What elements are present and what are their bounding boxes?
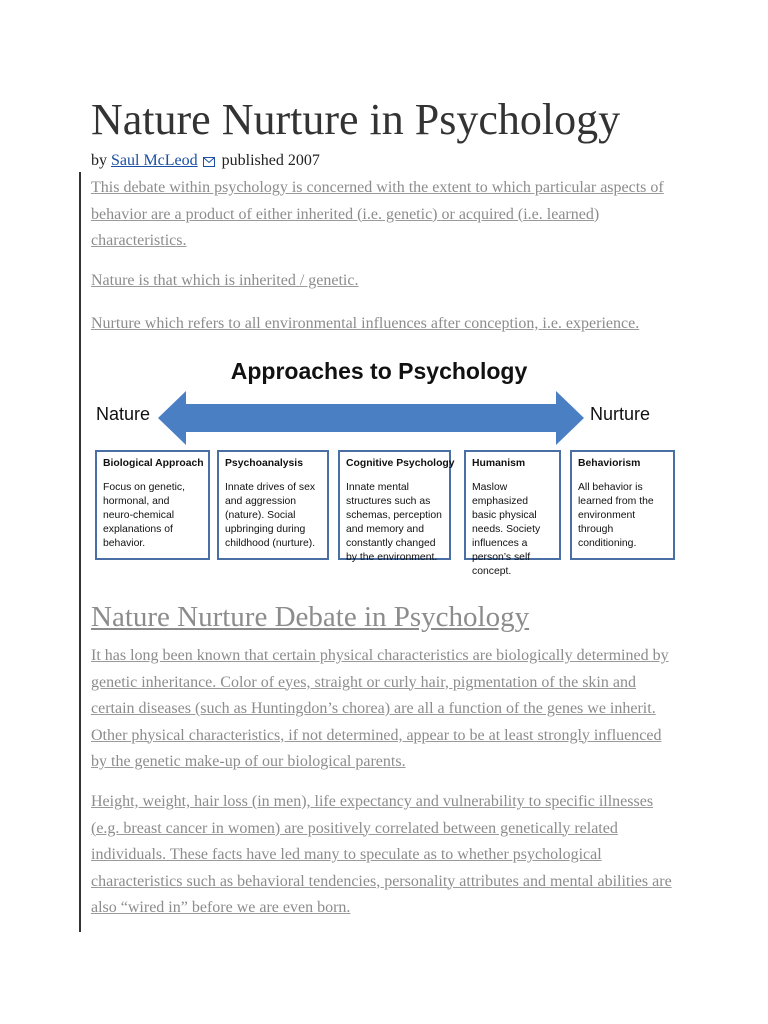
intro-paragraph-3: Nurture which refers to all environmental influences after conception, i.e. experience. [91, 315, 640, 332]
box-psychoanalysis [217, 450, 329, 560]
box-heading: Behaviorism [578, 458, 641, 469]
box-body: Maslow emphasized basic physical needs. Society influences a person’s self concept. [472, 482, 541, 577]
box-biological [95, 450, 210, 560]
box-body: Focus on genetic, hormonal, and neuro-chemical explanations of behavior. [103, 482, 186, 549]
section-paragraph-1: It has long been known that certain physical characteristics are biologically determined by genetic inheritance. Color of eyes, straight or curly hair, pigmentation of the skin and certain diseases (such as Huntingdon’s chorea) are all a function of the genes we inherit. Other physical characteristics, if not determined, appear to be at least strongly influenced by the genetic make-up of our biological parents. [91, 647, 669, 770]
box-cognitive [338, 450, 455, 563]
double-arrow-icon [158, 391, 584, 445]
box-heading: Psychoanalysis [225, 458, 303, 469]
section-heading: Nature Nurture Debate in Psychology [91, 601, 530, 633]
intro-paragraph-1: This debate within psychology is concerned with the extent to which particular aspects of behavior are a product of either inherited (i.e. genetic) or acquired (i.e. learned) characteristics. [91, 179, 664, 249]
box-body: Innate mental structures such as schemas, perception and memory and constantly changed by the environment. [346, 482, 442, 563]
nurture-label: Nurture [590, 404, 651, 424]
box-body: Innate drives of sex and aggression (nature). Social upbringing during childhood (nurture). [225, 482, 316, 549]
diagram-title: Approaches to Psychology [230, 358, 528, 384]
mail-icon[interactable] [203, 153, 215, 173]
byline [91, 151, 320, 173]
box-heading: Biological Approach [103, 458, 204, 469]
box-behaviorism [570, 450, 675, 560]
approaches-diagram [92, 354, 682, 576]
margin-rule [79, 172, 81, 932]
byline-prefix: by [91, 152, 107, 169]
box-heading: Cognitive Psychology [346, 458, 455, 469]
intro-paragraph-2: Nature is that which is inherited / genetic. [91, 272, 359, 289]
box-body: All behavior is learned from the environment through conditioning. [578, 482, 654, 549]
author-link[interactable]: Saul McLeod [111, 152, 198, 169]
section-paragraph-2: Height, weight, hair loss (in men), life expectancy and vulnerability to specific illnesses (e.g. breast cancer in women) are positively correlated between genetically related individuals. These facts have led many to speculate as to whether psychological characteristics such as behavioral tendencies, personality attributes and mental abilities are also “wired in” before we are even born. [91, 793, 672, 916]
byline-suffix: published 2007 [221, 152, 320, 169]
box-heading: Humanism [472, 458, 526, 469]
page-title: Nature Nurture in Psychology [91, 95, 621, 144]
nature-label: Nature [96, 404, 151, 424]
box-humanism [464, 450, 561, 577]
